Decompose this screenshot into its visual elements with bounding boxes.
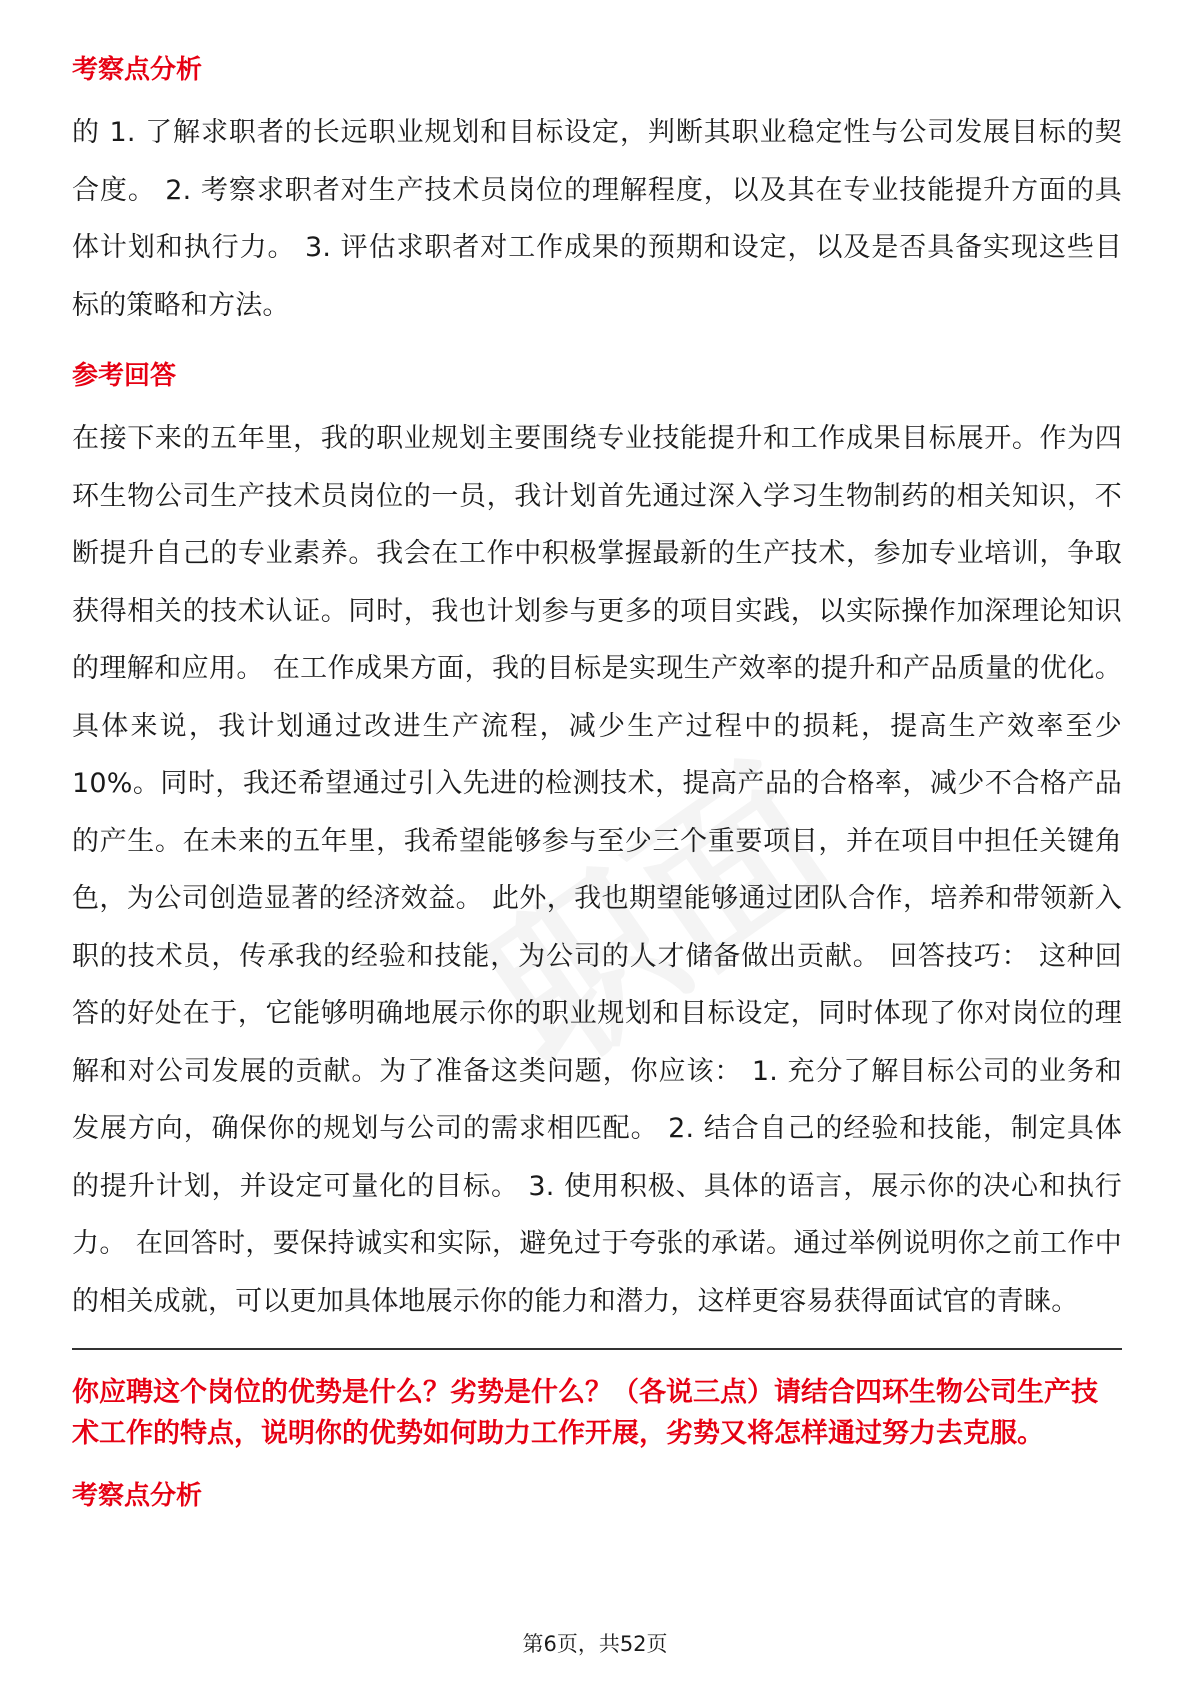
analysis-body: 的 1. 了解求职者的长远职业规划和目标设定，判断其职业稳定性与公司发展目标的契合度。 2. 考察求职者对生产技术员岗位的理解程度，以及其在专业技能提升方面的具体计划和执行力。 3. 评估求职者对工作成果的预期和设定，以及是否具备实现这些目标的策略和方法。 [72, 117, 1122, 321]
reference-answer-body: 在接下来的五年里，我的职业规划主要围绕专业技能提升和工作成果目标展开。作为四环生物公司生产技术员岗位的一员，我计划首先通过深入学习生物制药的相关知识，不断提升自己的专业素养。我会在工作中积极掌握最新的生产技术，参加专业培训，争取获得相关的技术认证。同时，我也计划参与更多的项目实践，以实际操作加深理论知识的理解和应用。 在工作成果方面，我的目标是实现生产效率的提升和产品质量的优化。具体来说，我计划通过改进生产流程，减少生产过程中的损耗，提高生产效率至少10%。同时，我还希望通过引入先进的检测技术，提高产品的合格率，减少不合格产品的产生。在未来的五年里，我希望能够参与至少三个重要项目，并在项目中担任关键角色，为公司创造显著的经济效益。 此外，我也期望能够通过团队合作，培养和带领新入职的技术员，传承我的经验和技能，为公司的人才储备做出贡献。 回答技巧： 这种回答的好处在于，它能够明确地展示你的职业规划和目标设定，同时体现了你对岗位的理解和对公司发展的贡献。为了准备这类问题，你应该： 1. 充分了解目标公司的业务和发展方向，确保你的规划与公司的需求相匹配。 2. 结合自己的经验和技能，制定具体的提升计划，并设定可量化的目标。 3. 使用积极、具体的语言，展示你的决心和执行力。 在回答时，要保持诚实和实际，避免过于夸张的承诺。通过举例说明你之前工作中的相关成就，可以更加具体地展示你的能力和潜力，这样更容易获得面试官的青睐。 [72, 423, 1122, 1317]
reference-answer-heading: 参考回答 [72, 361, 177, 391]
page-content [72, 50, 1122, 1516]
analysis-heading: 考察点分析 [72, 55, 203, 85]
page-number: 第6页，共52页 [522, 1632, 668, 1656]
section-divider [72, 1348, 1122, 1350]
analysis-heading-next: 考察点分析 [72, 1481, 203, 1511]
interview-question: 你应聘这个岗位的优势是什么？劣势是什么？（各说三点）请结合四环生物公司生产技术工作的特点，说明你的优势如何助力工作开展，劣势又将怎样通过努力去克服。 [72, 1377, 1098, 1449]
